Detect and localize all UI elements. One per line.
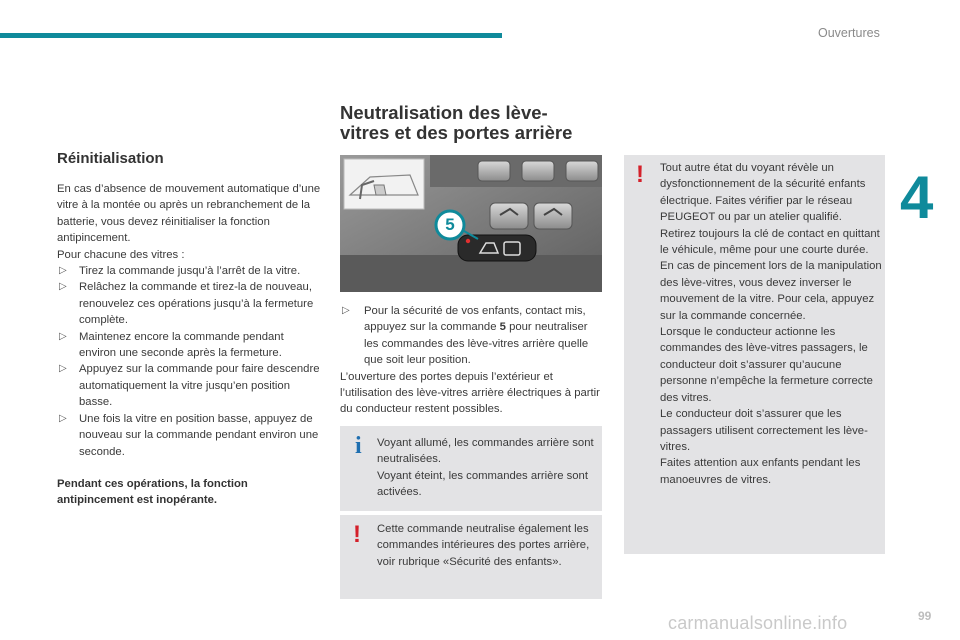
neutralisation-text	[340, 303, 602, 418]
list-item: ▷ Tirez la commande jusqu’à l’arrêt de la vitre.	[57, 263, 322, 279]
reset-heading: Réinitialisation	[57, 150, 164, 167]
bullet-icon: ▷	[59, 330, 67, 342]
header-accent-bar	[0, 33, 502, 38]
warning-icon: !	[636, 161, 644, 188]
list-item: ▷ Une fois la vitre en position basse, appuyez de nouveau sur la commande pendant environ une seconde.	[59, 412, 319, 458]
switch-panel-illustration	[340, 155, 602, 292]
command-number: 5	[499, 321, 506, 334]
warning-box-safety: ! Tout autre état du voyant révèle un dysfonctionnement de la sécurité enfants électrique. Faites vérifier par le réseau PEUGEOT ou par un atelier qualifié. Retirez toujours la clé de contact en quittant le véhicule, même pour une courte durée. En cas de pincement lors de la manipulation des lève-vitres, vous devez inverser le mouvement de la vitre. Pour cela, appuyez sur la commande concernée. Lorsque le conducteur actionne les commandes des lève-vitres passagers, le conducteur doit s’assurer qu’aucune personne n’empêche la fermeture correcte des vitres. Le conducteur doit s’assurer que les passagers utilisent correctement les lève-vitres. Faites attention aux enfants pendant les manoeuvres de vitres.	[624, 155, 885, 554]
callout-number: 5	[445, 215, 455, 234]
page-title: Neutralisation des lève- vitres et des portes arrière	[340, 102, 573, 143]
page-number: 99	[918, 609, 932, 623]
info-icon: i	[355, 433, 362, 459]
reset-lead: Pour chacune des vitres :	[57, 248, 185, 261]
bullet-icon: ▷	[59, 265, 67, 277]
window-switch-photo	[340, 155, 602, 292]
bullet-icon: ▷	[59, 412, 67, 424]
watermark: carmanualsonline.info	[668, 613, 848, 633]
list-item: ▷ Maintenez encore la commande pendant environ une seconde après la fermeture.	[59, 330, 284, 360]
section-title: Ouvertures	[818, 26, 880, 40]
bullet-icon: ▷	[342, 305, 350, 316]
list-item: ▷ Appuyez sur la commande pour faire descendre automatiquement la vitre jusqu’en position basse.	[59, 363, 320, 409]
reset-note: Pendant ces opérations, la fonction antipincement est inopérante.	[57, 477, 248, 507]
list-item: ▷ Relâchez la commande et tirez-la de nouveau, renouvelez ces opérations jusqu’à la fermeture complète.	[59, 281, 314, 327]
list-item: ▷ Pour la sécurité de vos enfants, contact mis, appuyez sur la commande 5 pour neutraliser les commandes des lève-vitres arrière quelle que soit leur position.	[342, 305, 589, 367]
warning-icon: !	[353, 521, 361, 548]
info-box: i Voyant allumé, les commandes arrière sont neutralisées. Voyant éteint, les commandes arrière sont activées.	[340, 426, 602, 511]
bullet-icon: ▷	[59, 281, 67, 293]
reset-intro: En cas d’absence de mouvement automatique d’une vitre à la montée ou après un rebranchement de la batterie, vous devez réinitialiser la fonction antipincement.	[57, 183, 321, 245]
neutralisation-paragraph: L’ouverture des portes depuis l’extérieur et l’utilisation des lève-vitres arrière électriques à partir du conducteur restent possibles.	[340, 370, 600, 416]
reset-section	[57, 150, 322, 509]
chapter-number: 4	[900, 164, 934, 231]
warning-box-child-lock: ! Cette commande neutralise également les commandes intérieures des portes arrière, voir rubrique «Sécurité des enfants».	[340, 515, 602, 599]
bullet-icon: ▷	[59, 363, 67, 375]
reset-steps	[57, 263, 322, 460]
